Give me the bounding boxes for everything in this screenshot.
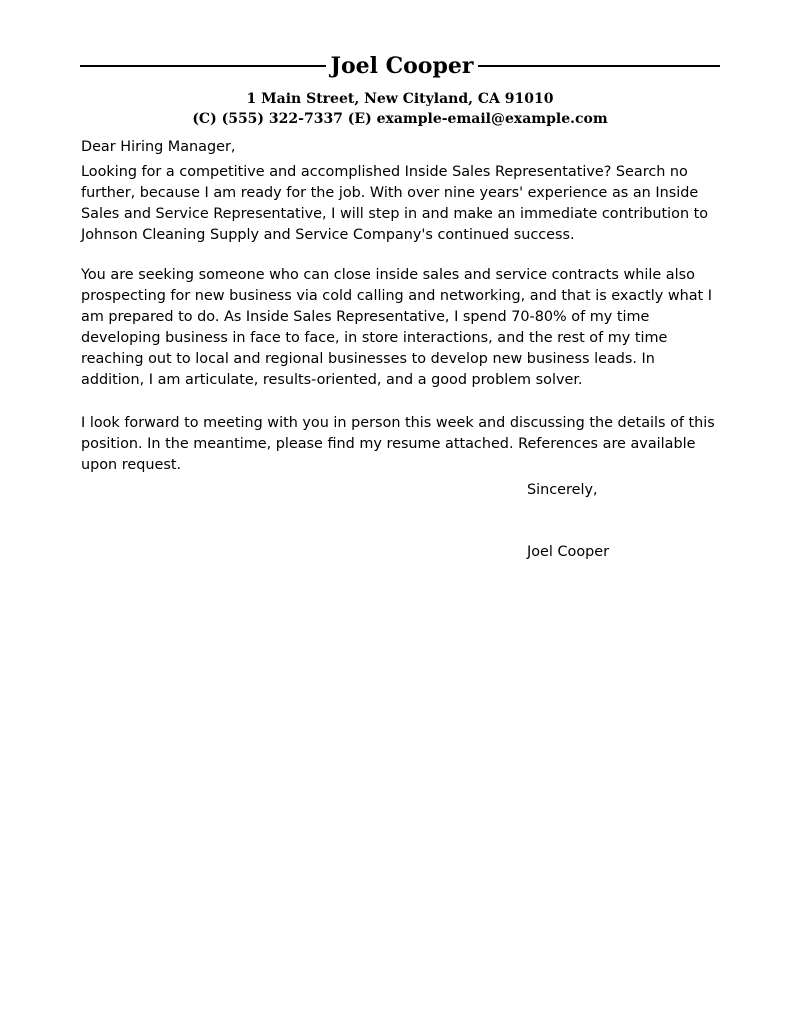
sender-contact-line: (C) (555) 322-7337 (E) example-email@example.com	[192, 111, 608, 127]
signature-name: Joel Cooper	[527, 544, 610, 560]
paragraph-line: prospecting for new business via cold calling and networking, and that is exactly what I	[81, 288, 713, 304]
paragraph-line: am prepared to do. As Inside Sales Representative, I spend 70-80% of my time	[81, 309, 650, 325]
paragraph-line: developing business in face to face, in store interactions, and the rest of my time	[81, 330, 668, 346]
paragraph-line: further, because I am ready for the job. With over nine years' experience as an Inside	[81, 185, 699, 201]
letter-header	[80, 50, 720, 84]
body-paragraph-2	[81, 265, 721, 391]
sender-address: 1 Main Street, New Cityland, CA 91010	[246, 91, 554, 107]
sender-name: Joel Cooper	[330, 53, 474, 79]
paragraph-line: Johnson Cleaning Supply and Service Company's continued success.	[81, 227, 575, 243]
paragraph-line: I look forward to meeting with you in person this week and discussing the details of this	[81, 415, 715, 431]
salutation: Dear Hiring Manager,	[81, 139, 236, 155]
paragraph-line: position. In the meantime, please find my resume attached. References are available	[81, 436, 696, 452]
body-paragraph-1	[81, 162, 721, 246]
paragraph-line: addition, I am articulate, results-oriented, and a good problem solver.	[81, 372, 583, 388]
paragraph-line: Looking for a competitive and accomplished Inside Sales Representative? Search no	[81, 164, 688, 180]
header-rule-left	[80, 65, 326, 67]
closing: Sincerely,	[527, 482, 598, 498]
paragraph-line: You are seeking someone who can close inside sales and service contracts while also	[81, 267, 695, 283]
paragraph-line: reaching out to local and regional businesses to develop new business leads. In	[81, 351, 655, 367]
paragraph-line: upon request.	[81, 457, 182, 473]
paragraph-line: Sales and Service Representative, I will step in and make an immediate contribution to	[81, 206, 709, 222]
header-rule-right	[478, 65, 720, 67]
body-paragraph-3	[81, 413, 721, 476]
